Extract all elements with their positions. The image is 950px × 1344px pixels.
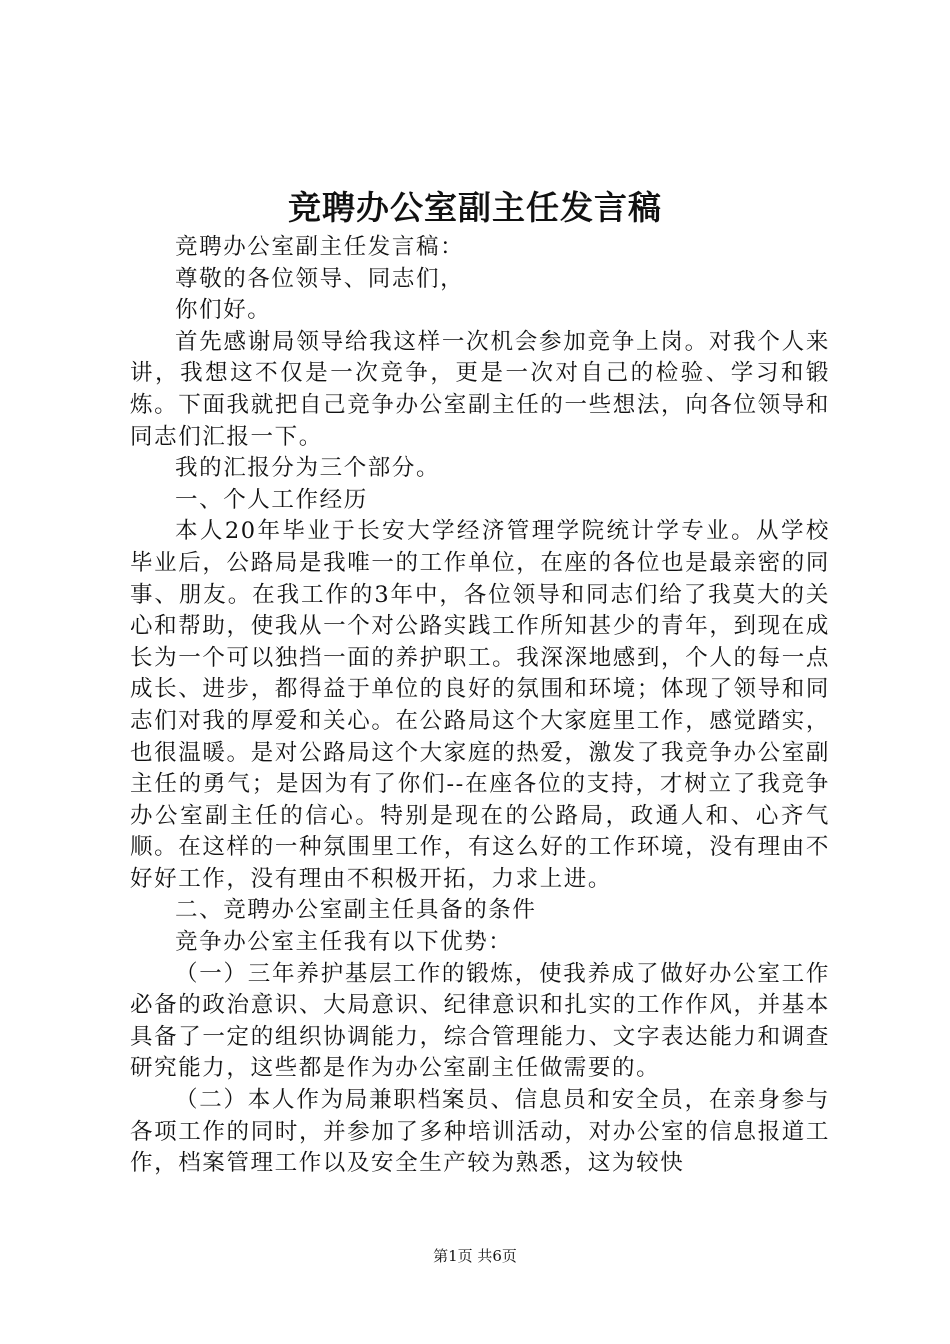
paragraph-work-history: 本人20年毕业于长安大学经济管理学院统计学专业。从学校毕业后，公路局是我唯一的工作单位，在座的各位也是最亲密的同事、朋友。在我工作的3年中，各位领导和同志们给了我莫大的关心和帮助，使我从一个对公路实践工作所知甚少的青年，到现在成长为一个可以独挡一面的养护职工。我深深地感到，个人的每一点成长、进步，都得益于单位的良好的氛围和环境；体现了领导和同志们对我的厚爱和关心。在公路局这个大家庭里工作，感觉踏实，也很温暖。是对公路局这个大家庭的热爱，激发了我竞争办公室副主任的勇气；是因为有了你们--在座各位的支持，才树立了我竞争办公室副主任的信心。特别是现在的公路局，政通人和、心齐气顺。在这样的一种氛围里工作，有这么好的工作环境，没有理由不好好工作，没有理由不积极开拓，力求上进。	[130, 518, 830, 892]
document-title: 竞聘办公室副主任发言稿	[288, 188, 662, 227]
paragraph-greeting: 你们好。	[175, 297, 272, 324]
section-heading-2: 二、竞聘办公室副主任具备的条件	[175, 897, 537, 924]
paragraph-advantage-1: （一）三年养护基层工作的锻炼，使我养成了做好办公室工作必备的政治意识、大局意识、纪律意识和扎实的工作作风，并基本具备了一定的组织协调能力，综合管理能力、文字表达能力和调查研究能力，这些都是作为办公室副主任做需要的。	[130, 960, 830, 1082]
document-body	[130, 232, 830, 1180]
section-heading-1: 一、个人工作经历	[175, 486, 368, 513]
paragraph-salutation: 尊敬的各位领导、同志们，	[175, 265, 465, 292]
page-footer: 第1页 共6页	[433, 1247, 517, 1265]
paragraph-heading-line: 竞聘办公室副主任发言稿：	[175, 234, 465, 260]
paragraph-outline: 我的汇报分为三个部分。	[175, 455, 441, 482]
paragraph-intro: 首先感谢局领导给我这样一次机会参加竞争上岗。对我个人来讲，我想这不仅是一次竞争，更是一次对自己的检验、学习和锻炼。下面我就把自己竞争办公室副主任的一些想法，向各位领导和同志们汇报一下。	[130, 328, 830, 450]
paragraph-advantages-intro: 竞争办公室主任我有以下优势：	[175, 929, 513, 956]
paragraph-advantage-2: （二）本人作为局兼职档案员、信息员和安全员，在亲身参与各项工作的同时，并参加了多种培训活动，对办公室的信息报道工作，档案管理工作以及安全生产较为熟悉，这为较快	[130, 1087, 830, 1177]
